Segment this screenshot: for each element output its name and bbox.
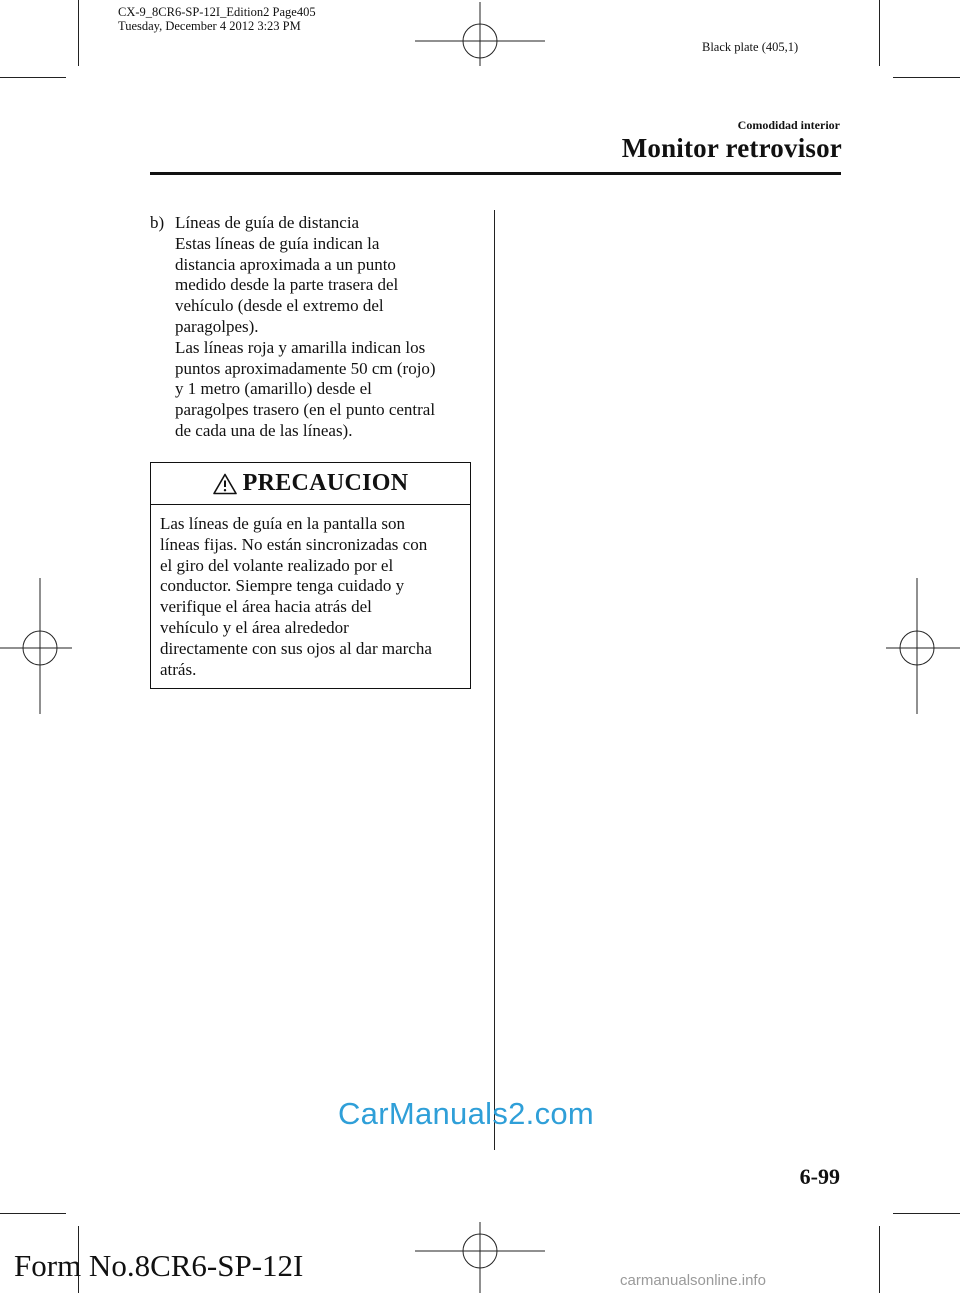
slug-line-1: CX-9_8CR6-SP-12I_Edition2 Page405 [118,5,316,19]
warning-triangle-icon [213,473,237,495]
watermark-secondary: carmanualsonline.info [620,1272,766,1289]
list-item [150,213,480,442]
slug-line-2: Tuesday, December 4 2012 3:23 PM [118,19,301,33]
page-title: Monitor retrovisor [621,133,842,163]
print-slug [118,5,316,33]
plate-label: Black plate (405,1) [702,40,799,54]
caution-text: Las líneas de guía en la pantalla son líneas fijas. No están sincronizadas con el giro del volante realizado por el conductor. Siempre tenga cuidado y verifique el área hacia atrás del vehículo y el área alrededor directamente con sus ojos al dar marcha atrás. [160,514,432,679]
watermark-primary: CarManuals2.com [338,1096,595,1131]
registration-mark-top [415,2,545,72]
form-number: Form No.8CR6-SP-12I [14,1248,304,1283]
item-heading: Líneas de guía de distancia [175,213,360,232]
section-kicker: Comodidad interior [737,118,840,132]
caution-title: PRECAUCION [242,470,409,496]
caution-box [150,462,471,689]
column-divider [494,210,495,1150]
registration-mark-left [0,578,72,714]
page-number: 6-99 [799,1164,840,1189]
item-paragraph-2: Las líneas roja y amarilla indican los puntos aproximadamente 50 cm (rojo) y 1 metro (amarillo) desde el paragolpes trasero (en el punto central de cada una de las líneas). [175,337,436,440]
item-paragraph-1: Estas líneas de guía indican la distancia aproximada a un punto medido desde la parte trasera del vehículo (desde el extremo del paragolpes). [175,233,399,336]
registration-mark-bottom [415,1222,545,1293]
registration-mark-right [886,578,960,714]
item-marker: b) [150,213,165,232]
header-rule [150,172,841,175]
caution-header [151,463,470,505]
